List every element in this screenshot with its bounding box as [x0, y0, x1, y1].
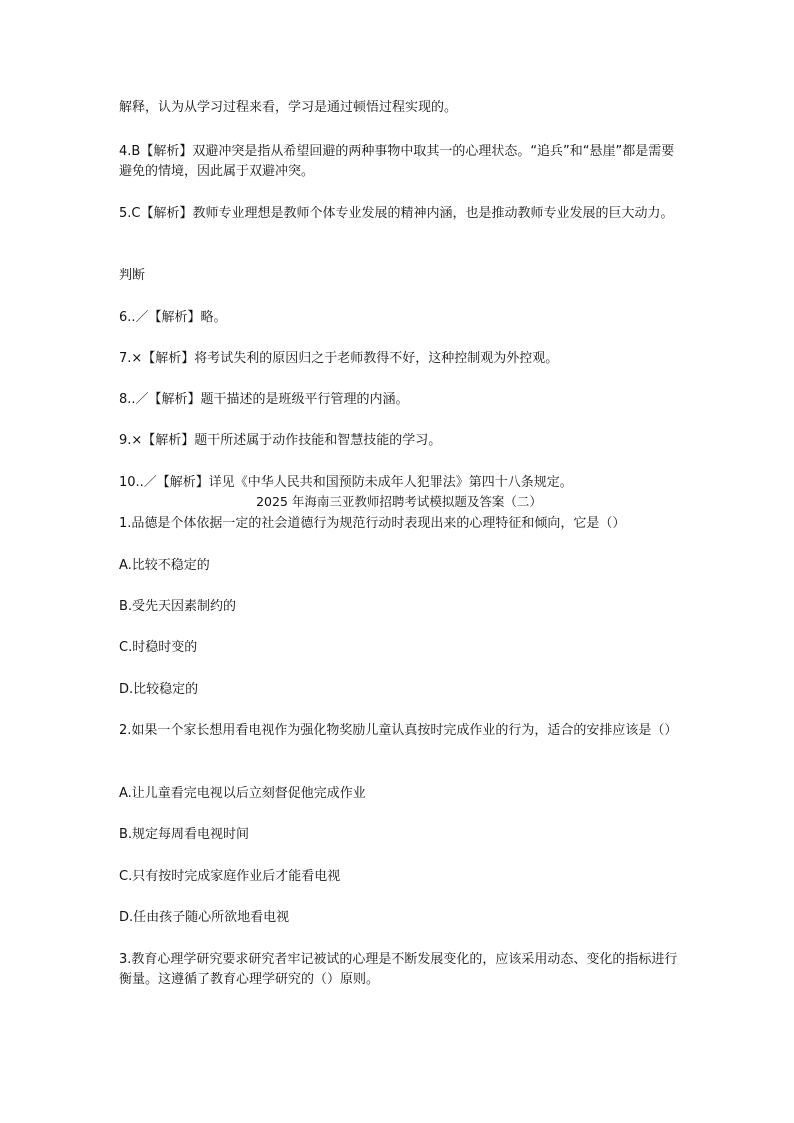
question-1-option-b: B.受先天因素制约的 [119, 599, 237, 614]
answer-4: 4.B【解析】双避冲突是指从希望回避的两种事物中取其一的心理状态。“追兵”和“悬崖”都是需要避免的情境，因此属于双避冲突。 [119, 144, 675, 179]
section-judge-heading: 判断 [119, 268, 146, 283]
question-2-stem: 2.如果一个家长想用看电视作为强化物奖励儿童认真按时完成作业的行为，适合的安排应该是（） [119, 723, 678, 738]
answer-3-tail: 解释，认为从学习过程来看，学习是通过顿悟过程实现的。 [119, 100, 458, 115]
question-1-option-d: D.比较稳定的 [119, 682, 199, 697]
exam-title: 2025 年海南三亚教师招聘考试模拟题及答案（二） [256, 494, 542, 509]
answer-9: 9.×【解析】题干所述属于动作技能和智慧技能的学习。 [119, 433, 442, 448]
answer-6: 6..／【解析】略。 [119, 310, 227, 325]
question-2-option-a: A.让儿童看完电视以后立刻督促他完成作业 [119, 786, 366, 801]
answer-7: 7.×【解析】将考试失利的原因归之于老师教得不好，这种控制观为外控观。 [119, 351, 559, 366]
question-2-option-d: D.任由孩子随心所欲地看电视 [119, 910, 290, 925]
question-3-stem: 3.教育心理学研究要求研究者牢记被试的心理是不断发展变化的，应该采用动态、变化的指标进行衡量。这遵循了教育心理学研究的（）原则。 [119, 952, 678, 987]
question-1-option-a: A.比较不稳定的 [119, 558, 210, 573]
question-2-option-b: B.规定每周看电视时间 [119, 827, 250, 842]
question-1-stem: 1.品德是个体依据一定的社会道德行为规范行动时表现出来的心理特征和倾向，它是（） [119, 516, 626, 531]
answer-10: 10..／【解析】详见《中华人民共和国预防未成年人犯罪法》第四十八条规定。 [119, 475, 573, 490]
answer-5: 5.C【解析】教师专业理想是教师个体专业发展的精神内涵，也是推动教师专业发展的巨大动力。 [119, 206, 674, 221]
question-2-option-c: C.只有按时完成家庭作业后才能看电视 [119, 869, 341, 884]
question-1-option-c: C.时稳时变的 [119, 640, 198, 655]
answer-8: 8..／【解析】题干描述的是班级平行管理的内涵。 [119, 392, 409, 407]
